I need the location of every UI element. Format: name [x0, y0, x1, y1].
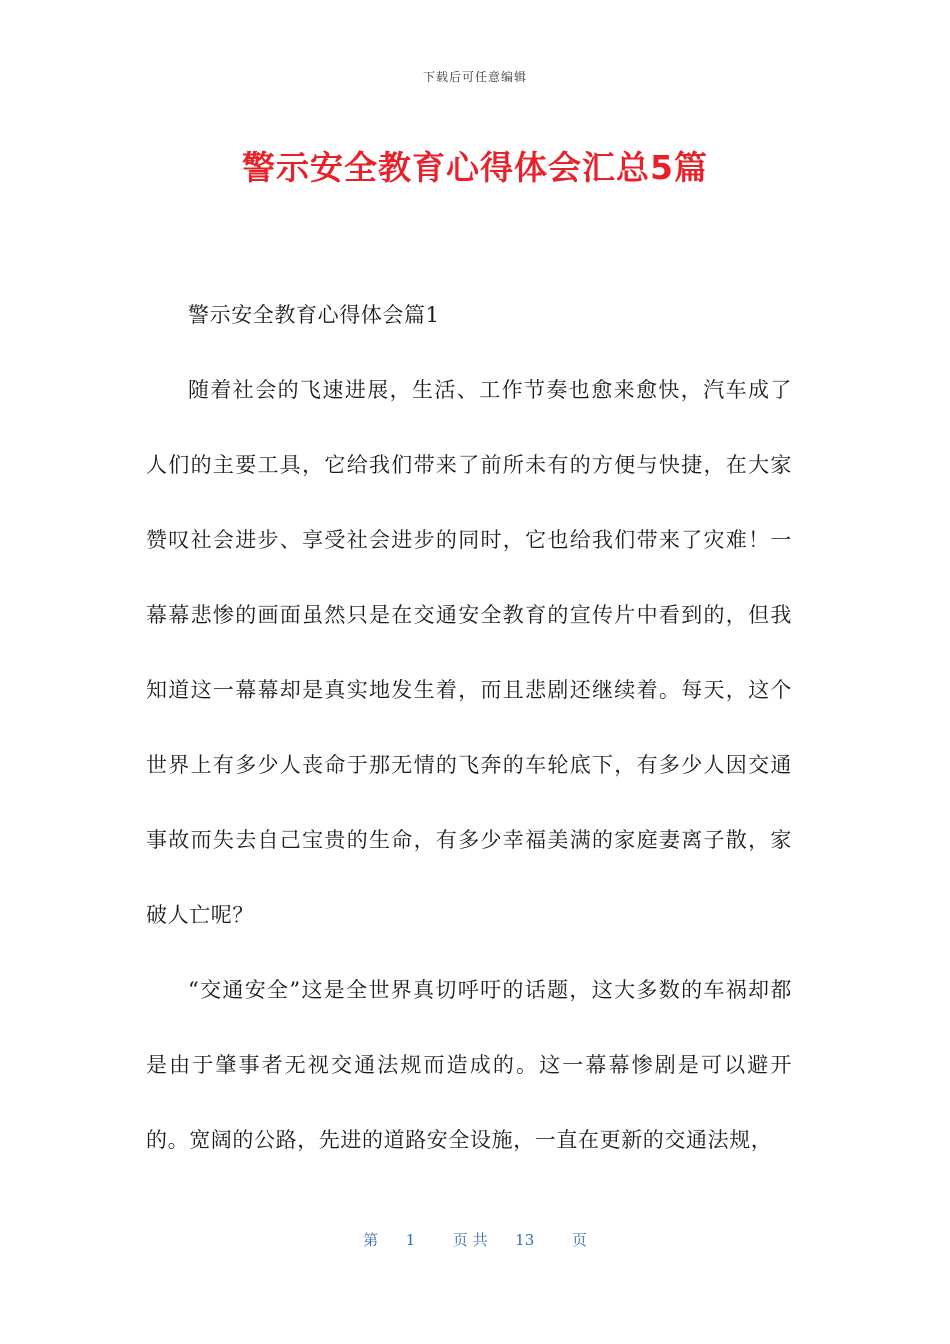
footer-page-number: 1 — [405, 1231, 416, 1249]
footer-page-middle: 页 共 — [452, 1231, 488, 1249]
footer-page-total: 13 — [515, 1231, 535, 1249]
footer-page-suffix: 页 — [571, 1231, 587, 1249]
page-footer — [0, 1229, 950, 1250]
footer-page-prefix: 第 — [363, 1231, 379, 1249]
document-body — [146, 278, 792, 1178]
section-heading: 警示安全教育心得体会篇1 — [188, 303, 440, 327]
body-paragraph: 随着社会的飞速进展，生活、工作节奏也愈来愈快，汽车成了人们的主要工具，它给我们带来了前所未有的方便与快捷，在大家赞叹社会进步、享受社会进步的同时，它也给我们带来了灾难！一幕幕悲惨的画面虽然只是在交通安全教育的宣传片中看到的，但我知道这一幕幕却是真实地发生着，而且悲剧还继续着。每天，这个世界上有多少人丧命于那无情的飞奔的车轮底下，有多少人因交通事故而失去自己宝贵的生命，有多少幸福美满的家庭妻离子散，家破人亡呢？ — [146, 378, 792, 927]
header-note: 下载后可任意编辑 — [422, 70, 527, 84]
body-paragraph: “交通安全”这是全世界真切呼吁的话题，这大多数的车祸却都是由于肇事者无视交通法规而造成的。这一幕幕惨剧是可以避开的。宽阔的公路，先进的道路安全设施，一直在更新的交通法规， — [146, 978, 792, 1152]
document-title: 警示安全教育心得体会汇总5篇 — [242, 148, 708, 187]
